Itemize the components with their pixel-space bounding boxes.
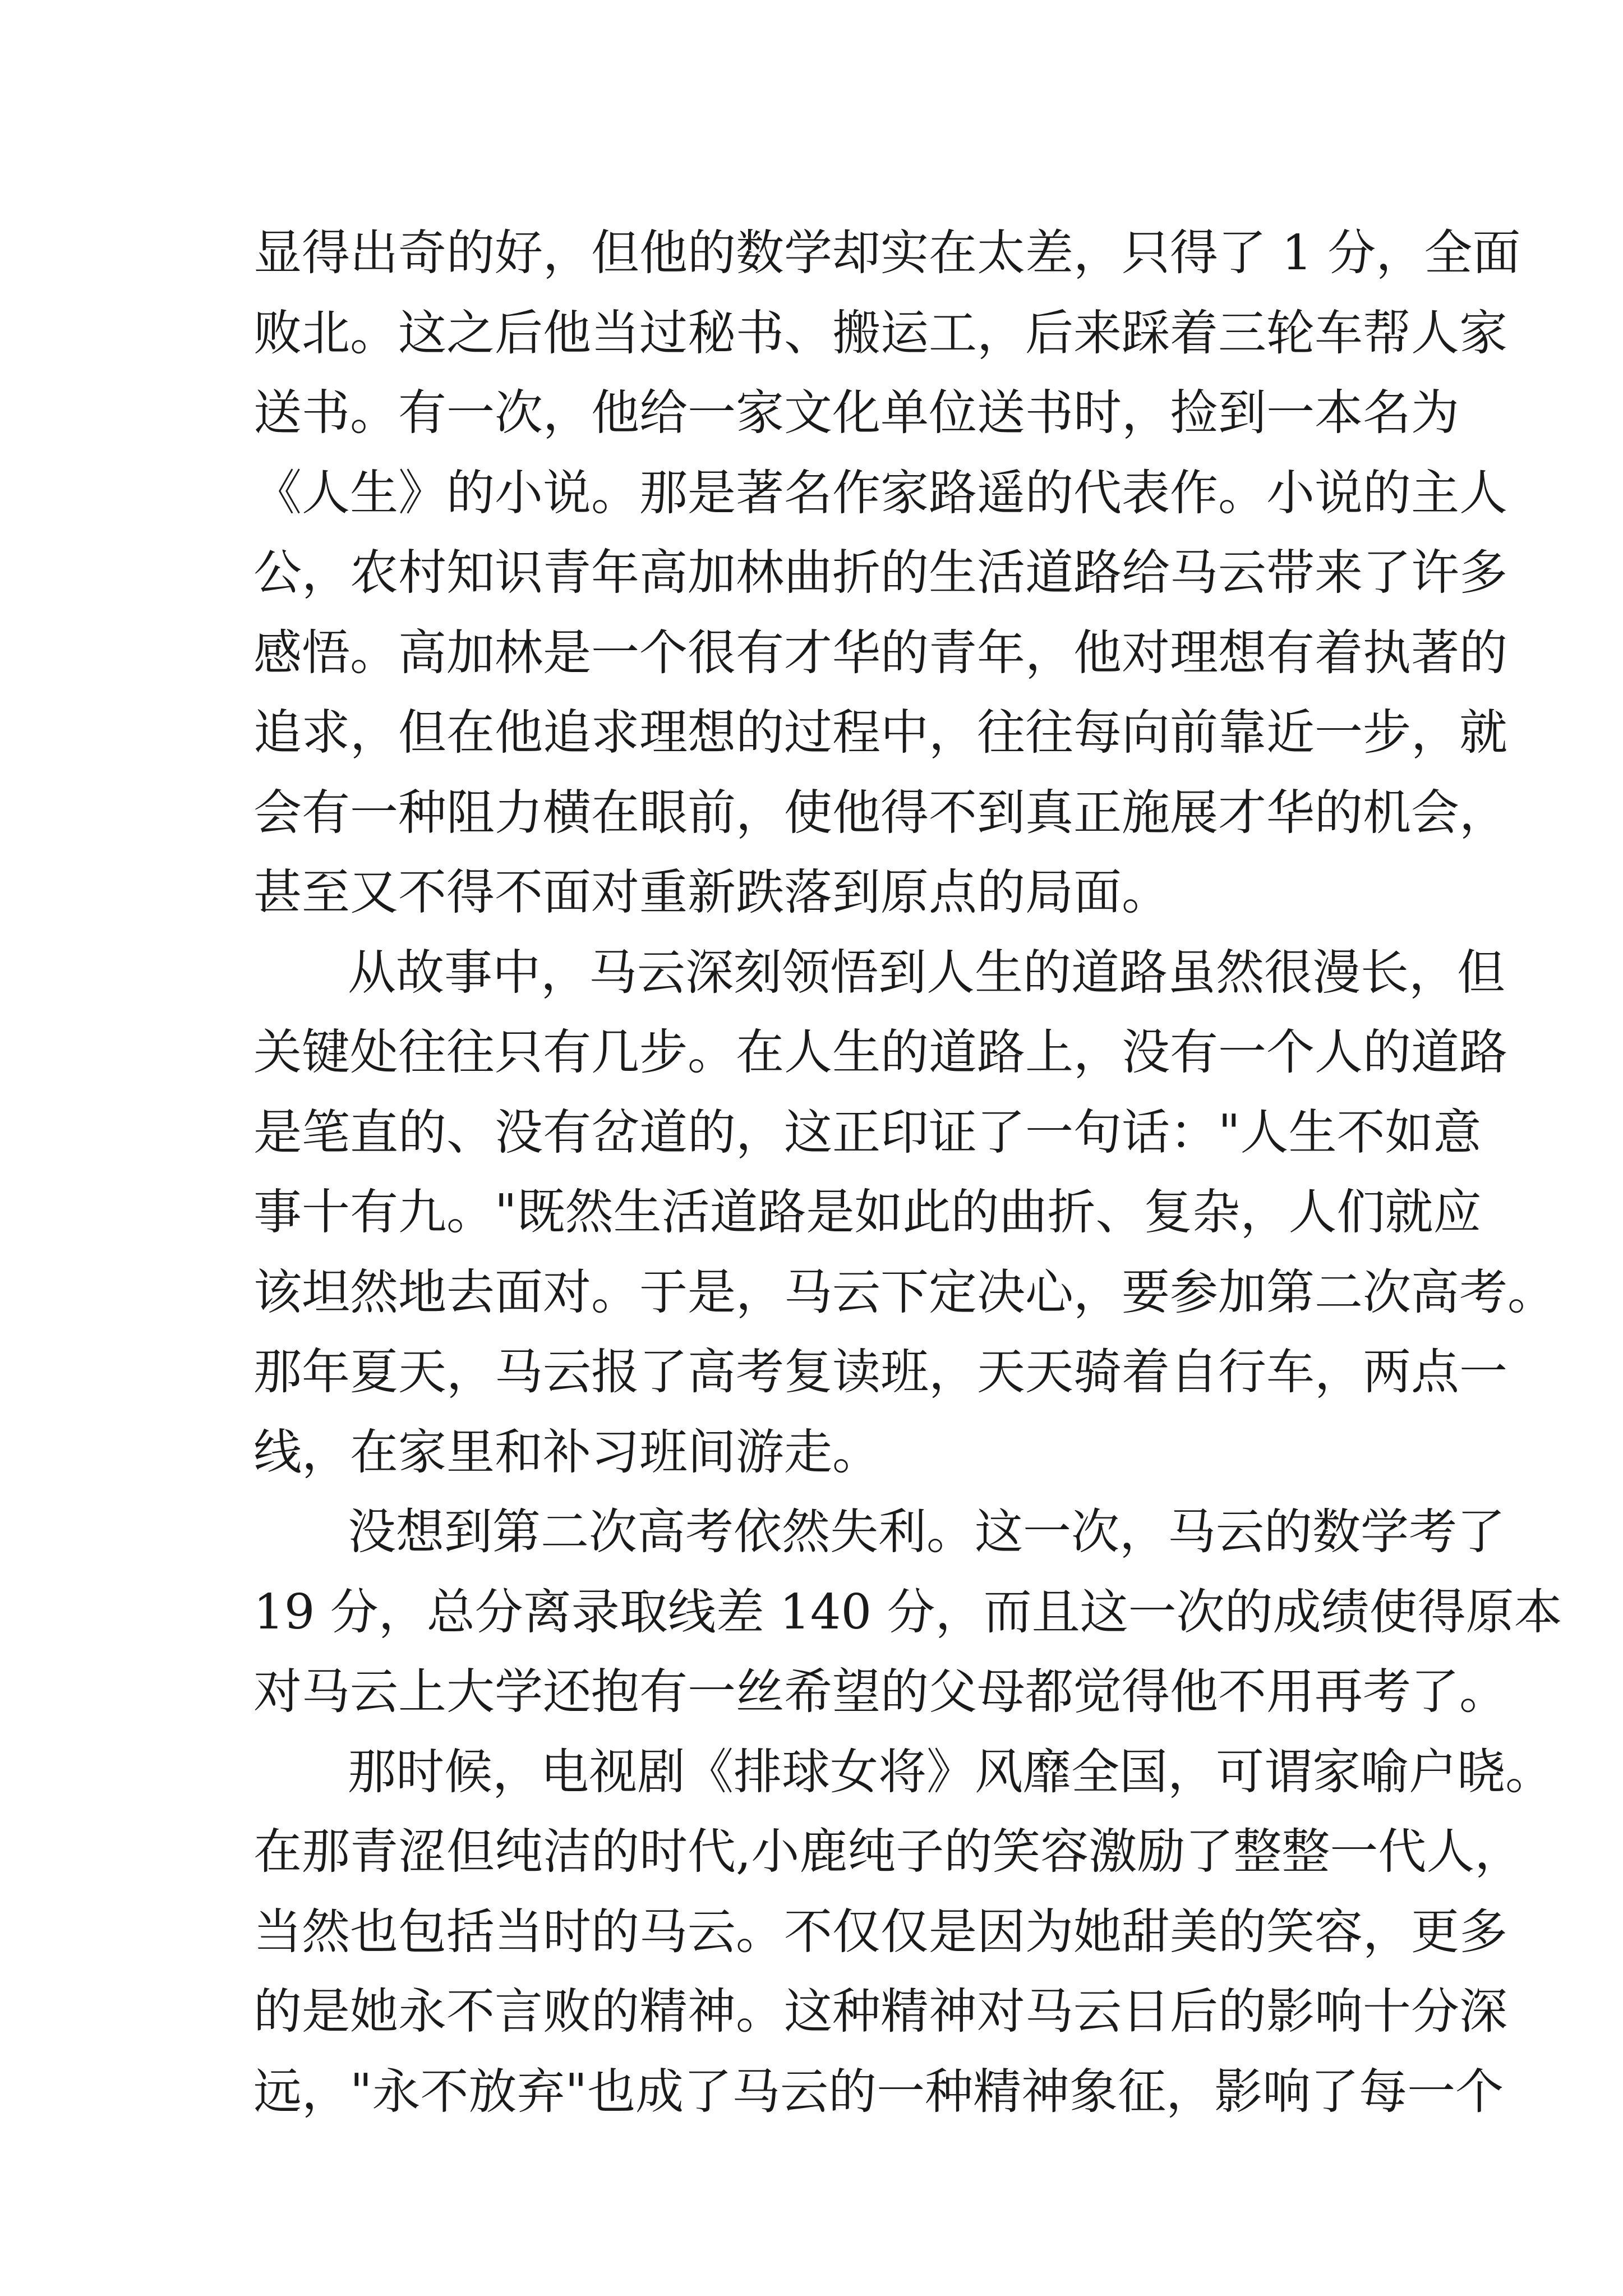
text-line: 的是她永不言败的精神。这种精神对马云日后的影响十分深 [253,1984,1507,2040]
text-line: 是笔直的、没有岔道的，这正印证了一句话："人生不如意 [253,1104,1482,1161]
text-line: 追求，但在他追求理想的过程中，往往每向前靠近一步，就 [253,705,1507,761]
text-line: 对马云上大学还抱有一丝希望的父母都觉得他不用再考了。 [253,1664,1507,1720]
text-line: 《人生》的小说。那是著名作家路遥的代表作。小说的主人 [253,464,1507,521]
text-line: 会有一种阻力横在眼前，使他得不到真正施展才华的机会， [253,784,1507,841]
text-line: 当然也包括当时的马云。不仅仅是因为她甜美的笑容，更多 [253,1903,1507,1960]
text-line: 从故事中，马云深刻领悟到人生的道路虽然很漫长，但 [348,944,1505,1001]
paragraph [253,933,1556,1493]
text-line: 关键处往往只有几步。在人生的道路上，没有一个人的道路 [253,1024,1507,1080]
text-line: 那时候，电视剧《排球女将》风靡全国，可谓家喻户晓。 [348,1743,1553,1800]
paragraph [253,1492,1562,1732]
text-line: 公，农村知识青年高加林曲折的生活道路给马云带来了许多 [253,545,1507,601]
text-line: 感悟。高加林是一个很有才华的青年，他对理想有着执著的 [253,624,1507,681]
text-line: 那年夏天，马云报了高考复读班，天天骑着自行车，两点一 [253,1344,1507,1400]
text-line: 线，在家里和补习班间游走。 [253,1424,880,1480]
text-line: 显得出奇的好，但他的数学却实在太差，只得了 1 分，全面 [253,225,1521,281]
paragraph [253,213,1521,933]
text-line: 送书。有一次，他给一家文化单位送书时，捡到一本名为 [253,385,1459,441]
text-line: 该坦然地去面对。于是，马云下定决心，要参加第二次高考。 [253,1264,1556,1320]
text-line: 甚至又不得不面对重新跌落到原点的局面。 [253,864,1170,921]
text-line: 事十有九。"既然生活道路是如此的曲折、复杂，人们就应 [253,1184,1482,1240]
paragraph [253,1732,1553,2132]
text-line: 19 分，总分离录取线差 140 分，而且这一次的成绩使得原本 [253,1584,1562,1640]
text-line: 在那青涩但纯洁的时代,小鹿纯子的笑容激励了整整一代人， [253,1824,1523,1880]
body-text [253,213,1562,2132]
text-line: 败北。这之后他当过秘书、搬运工，后来踩着三轮车帮人家 [253,305,1507,361]
text-line: 没想到第二次高考依然失利。这一次，马云的数学考了 [348,1504,1505,1560]
text-line: 远，"永不放弃"也成了马云的一种精神象征，影响了每一个 [253,2063,1504,2120]
